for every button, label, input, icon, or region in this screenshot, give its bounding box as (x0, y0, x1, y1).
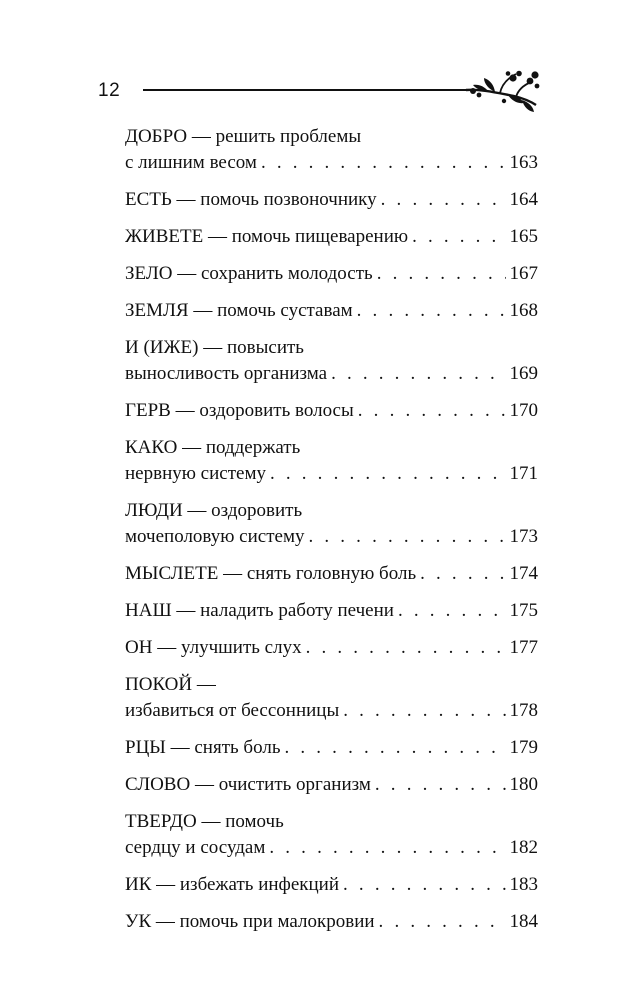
toc-entry-title: мочеполовую систему (125, 526, 305, 547)
dot-leader (269, 835, 505, 861)
dot-leader (357, 298, 506, 324)
toc-entry-page: 169 (509, 363, 538, 384)
header-rule (143, 89, 473, 91)
toc-entry (125, 435, 538, 487)
dot-leader (358, 398, 506, 424)
toc-entry-page: 175 (509, 600, 538, 621)
dot-leader (381, 187, 506, 213)
toc-entry (125, 187, 538, 213)
toc-entry-title: КАКО — поддержать (125, 437, 301, 458)
toc-entry (125, 261, 538, 287)
dot-leader (331, 361, 505, 387)
toc-entry-title: И (ИЖЕ) — повысить (125, 337, 304, 358)
toc-entry (125, 561, 538, 587)
toc-entry-title: СЛОВО — очистить организм (125, 774, 371, 795)
toc-entry-page: 173 (509, 526, 538, 547)
toc-entry-title: УК — помочь при малокровии (125, 911, 375, 932)
toc-entry (125, 872, 538, 898)
toc-entry-page: 170 (509, 400, 538, 421)
toc-entry-title: избавиться от бессонницы (125, 700, 340, 721)
toc-entry-title: ГЕРВ — оздоровить волосы (125, 400, 354, 421)
toc-entry-page: 178 (509, 700, 538, 721)
dot-leader (343, 698, 505, 724)
toc-entry (125, 398, 538, 424)
floral-ornament-icon (464, 70, 540, 114)
toc-entry-page: 164 (509, 189, 538, 210)
dot-leader (379, 909, 506, 935)
dot-leader (308, 524, 505, 550)
dot-leader (343, 872, 505, 898)
toc-entry-title: ЗЕМЛЯ — помочь суставам (125, 300, 353, 321)
dot-leader (377, 261, 506, 287)
toc-entry (125, 672, 538, 724)
toc-entry (125, 224, 538, 250)
toc-entry-title: выносливость организма (125, 363, 328, 384)
toc-entry-title: сердцу и сосудам (125, 837, 266, 858)
toc-entry (125, 635, 538, 661)
toc-entry (125, 124, 538, 176)
toc-entry (125, 772, 538, 798)
toc-entry-title: ОН — улучшить слух (125, 637, 302, 658)
toc-entry-page: 163 (509, 152, 538, 173)
dot-leader (398, 598, 506, 624)
dot-leader (412, 224, 505, 250)
dot-leader (261, 150, 506, 176)
toc-entry-title: ЕСТЬ — помочь позвоночнику (125, 189, 377, 210)
toc-entry-title: НАШ — наладить работу печени (125, 600, 394, 621)
toc-entry-page: 177 (509, 637, 538, 658)
toc-entry (125, 498, 538, 550)
toc-entry-title: МЫСЛЕТЕ — снять головную боль (125, 563, 417, 584)
toc-entry-page: 168 (509, 300, 538, 321)
dot-leader (270, 461, 506, 487)
dot-leader (375, 772, 506, 798)
toc-entry-title: с лишним весом (125, 152, 257, 173)
toc-entry-page: 174 (509, 563, 538, 584)
toc-entry-page: 180 (509, 774, 538, 795)
toc-entry-title: ЖИВЕТЕ — помочь пищеварению (125, 226, 409, 247)
toc-entry-title: ПОКОЙ — (125, 674, 216, 695)
toc-entry (125, 735, 538, 761)
toc-entry (125, 298, 538, 324)
toc-entry-title: ИК — избежать инфекций (125, 874, 340, 895)
toc-entry-title: ЛЮДИ — оздоровить (125, 500, 303, 521)
toc-entry-page: 167 (509, 263, 538, 284)
toc-entry-page: 184 (509, 911, 538, 932)
toc-entry-page: 171 (509, 463, 538, 484)
page-number: 12 (98, 80, 121, 101)
toc-entry-page: 182 (509, 837, 538, 858)
toc-entry-page: 183 (509, 874, 538, 895)
toc-entry-page: 165 (509, 226, 538, 247)
toc-entry-title: РЦЫ — снять боль (125, 737, 281, 758)
toc-entry (125, 909, 538, 935)
table-of-contents (125, 124, 538, 946)
toc-entry-title: ТВЕРДО — помочь (125, 811, 284, 832)
dot-leader (306, 635, 506, 661)
toc-entry-title: нервную систему (125, 463, 266, 484)
toc-entry-page: 179 (509, 737, 538, 758)
dot-leader (284, 735, 505, 761)
toc-entry (125, 335, 538, 387)
dot-leader (420, 561, 505, 587)
toc-entry-title: ЗЕЛО — сохранить молодость (125, 263, 373, 284)
toc-entry-title: ДОБРО — решить проблемы (125, 126, 362, 147)
toc-entry (125, 809, 538, 861)
toc-entry (125, 598, 538, 624)
